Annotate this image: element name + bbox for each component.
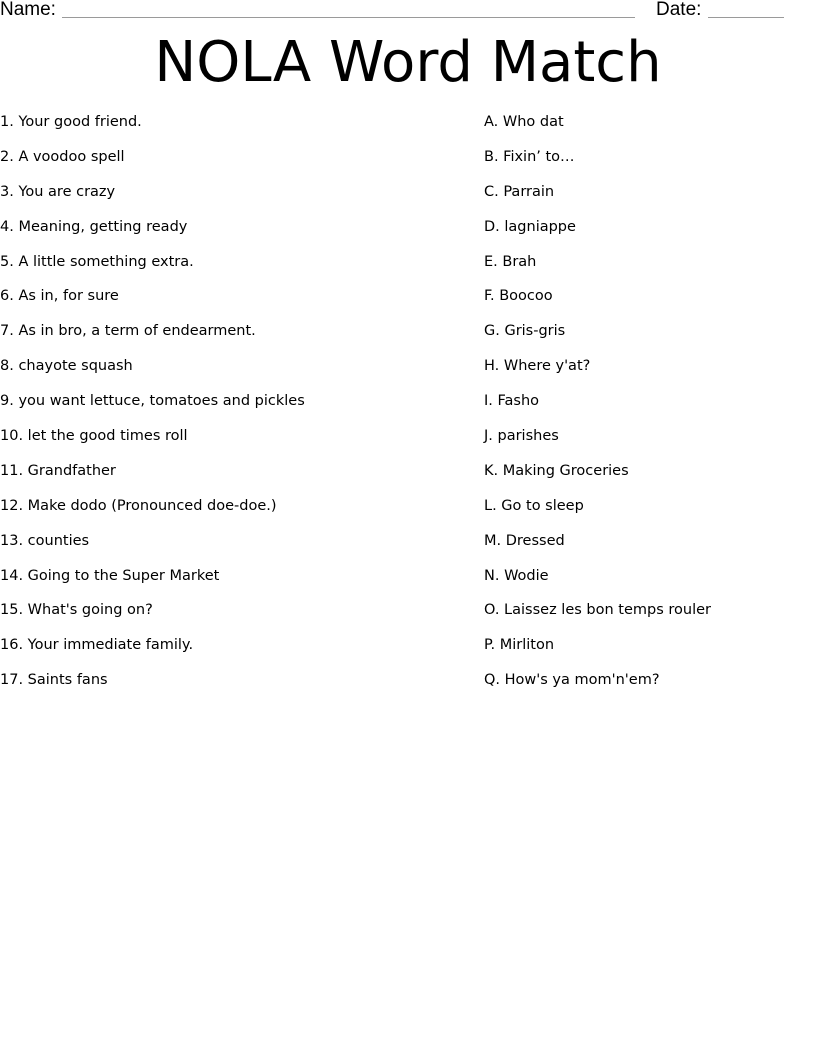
clue-item: 15. What's going on? xyxy=(0,602,153,619)
answer-item: N. Wodie xyxy=(484,567,549,584)
answer-item: L. Go to sleep xyxy=(484,497,584,514)
clue-item: 16. Your immediate family. xyxy=(0,637,194,654)
worksheet-title: NOLA Word Match xyxy=(154,30,662,95)
answer-item: B. Fixin’ to… xyxy=(484,148,575,165)
answer-item: I. Fasho xyxy=(484,393,540,410)
answer-item: J. parishes xyxy=(484,428,559,445)
date-line[interactable] xyxy=(708,17,784,18)
answer-item: Q. How's ya mom'n'em? xyxy=(484,672,660,689)
clue-item: 6. As in, for sure xyxy=(0,288,119,305)
clue-item: 3. You are crazy xyxy=(0,183,116,200)
answer-item: F. Boocoo xyxy=(484,288,553,305)
answer-item: O. Laissez les bon temps rouler xyxy=(484,602,711,619)
clue-item: 9. you want lettuce, tomatoes and pickles xyxy=(0,393,305,410)
answer-item: K. Making Groceries xyxy=(484,462,629,479)
clues-list xyxy=(0,111,470,704)
answer-item: C. Parrain xyxy=(484,183,555,200)
answer-item: D. lagniappe xyxy=(484,218,576,235)
clue-item: 7. As in bro, a term of endearment. xyxy=(0,323,256,340)
date-label: Date: xyxy=(656,0,702,20)
answer-item: E. Brah xyxy=(484,253,537,270)
clue-item: 13. counties xyxy=(0,532,90,549)
clue-item: 17. Saints fans xyxy=(0,672,108,689)
answer-item: H. Where y'at? xyxy=(484,358,591,375)
name-label: Name: xyxy=(0,0,56,20)
answers-list xyxy=(484,111,814,704)
name-line[interactable] xyxy=(62,17,635,18)
answer-item: M. Dressed xyxy=(484,532,565,549)
clue-item: 11. Grandfather xyxy=(0,462,116,479)
clue-item: 10. let the good times roll xyxy=(0,428,188,445)
clue-item: 5. A little something extra. xyxy=(0,253,194,270)
clue-item: 2. A voodoo spell xyxy=(0,148,125,165)
header-row xyxy=(0,0,816,22)
answer-item: P. Mirliton xyxy=(484,637,555,654)
clue-item: 14. Going to the Super Market xyxy=(0,567,220,584)
clue-item: 12. Make dodo (Pronounced doe-doe.) xyxy=(0,497,277,514)
clue-item: 8. chayote squash xyxy=(0,358,133,375)
clue-item: 4. Meaning, getting ready xyxy=(0,218,188,235)
clue-item: 1. Your good friend. xyxy=(0,114,142,130)
answer-item: A. Who dat xyxy=(484,114,564,130)
answer-item: G. Gris-gris xyxy=(484,323,566,340)
